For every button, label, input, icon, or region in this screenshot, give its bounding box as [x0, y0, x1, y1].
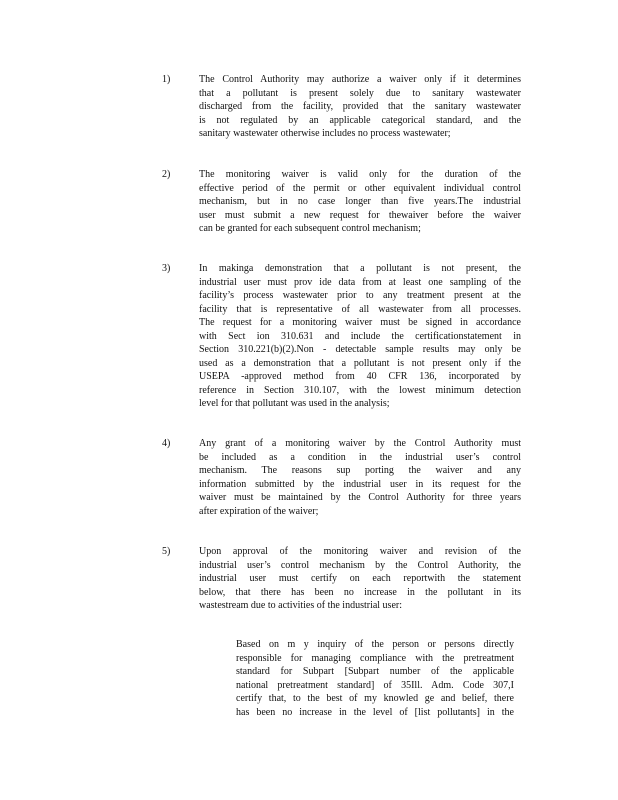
text-line: is not regulated by an applicable categorical standard, and the [199, 114, 521, 126]
item-text [199, 437, 521, 518]
item-number: 4) [162, 438, 171, 449]
text-line: Upon approval of the monitoring waiver and revision of the [199, 546, 521, 557]
certification-statement [236, 638, 514, 719]
item-text [199, 545, 521, 613]
item-text [199, 73, 521, 141]
text-line: with Sect ion 310.631 and include the certificationstatement in [199, 330, 521, 342]
item-text [199, 168, 521, 236]
text-line: used as a demonstration that a pollutant is not present only if the [199, 357, 521, 369]
text-line: discharged from the facility, provided that the sanitary wastewater [199, 101, 521, 112]
text-line: The monitoring waiver is valid only for the duration of the [199, 169, 521, 180]
text-line: waiver must be maintained by the Control Authority for three years [199, 492, 521, 503]
text-line: effective period of the permit or other equivalent individual control [199, 182, 521, 194]
text-line: information submitted by the industrial user in its request for the [199, 478, 521, 490]
text-line: wastestream due to activities of the industrial user: [199, 600, 402, 611]
text-line: below, that there has been no increase in the pollutant in its [199, 586, 521, 598]
text-line: user must submit a new request for thewaiver before the waiver [199, 209, 521, 221]
text-line: Any grant of a monitoring waiver by the Control Authority must [199, 438, 521, 449]
text-line: after expiration of the waiver; [199, 505, 319, 517]
text-line: industrial user must certify on each reportwith the statement [199, 573, 521, 584]
text-line: standard for Subpart [Subpart number of the applicable [236, 666, 514, 677]
item-number: 1) [162, 74, 171, 85]
text-line: certify that, to the best of my knowled ge and belief, there [236, 693, 514, 704]
text-line: responsible for managing compliance with the pretreatment [236, 652, 514, 664]
text-line: level for that pollutant was used in the analysis; [199, 398, 390, 409]
item-number: 2) [162, 169, 171, 180]
text-line: facility that is representative of all wastewater from all processes. [199, 303, 521, 315]
text-line: Based on m y inquiry of the person or persons directly [236, 639, 514, 650]
text-line: In makinga demonstration that a pollutant is not present, the [199, 263, 521, 274]
item-number: 5) [162, 546, 171, 557]
text-line: be included as a condition in the industrial user’s control [199, 451, 521, 463]
text-line: The request for a monitoring waiver must be signed in accordance [199, 317, 521, 328]
text-line: The Control Authority may authorize a waiver only if it determines [199, 74, 521, 85]
text-line: industrial user’s control mechanism by the Control Authority, the [199, 559, 521, 571]
text-line: industrial user must prov ide data from at least one sampling of the [199, 276, 521, 288]
text-line: sanitary wastewater otherwise includes no process wastewater; [199, 128, 451, 139]
text-line: has been no increase in the level of [list pollutants] in the [236, 706, 514, 718]
text-line: mechanism, but in no case longer than five years.The industrial [199, 196, 521, 207]
text-line: reference in Section 310.107, with the lowest minimum detection [199, 384, 521, 396]
text-line: USEPA -approved method from 40 CFR 136, incorporated by [199, 371, 521, 382]
item-text [199, 262, 521, 411]
text-line: national pretreatment standard] of 35Ill. Adm. Code 307,I [236, 679, 514, 691]
item-number: 3) [162, 263, 171, 274]
text-line: facility’s process wastewater prior to any treatment present at the [199, 290, 521, 301]
text-line: Section 310.221(b)(2).Non - detectable sample results may only be [199, 344, 521, 355]
text-line: can be granted for each subsequent control mechanism; [199, 223, 421, 234]
text-line: mechanism. The reasons sup porting the waiver and any [199, 465, 521, 476]
text-line: that a pollutant is present solely due to sanitary wastewater [199, 87, 521, 99]
